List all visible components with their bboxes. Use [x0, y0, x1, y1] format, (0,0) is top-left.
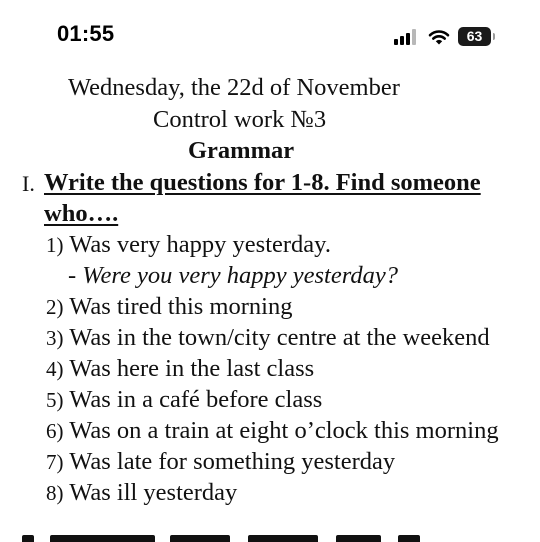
item-text: Was here in the last class	[69, 355, 315, 382]
section-heading: Grammar	[188, 137, 295, 164]
list-item	[46, 231, 331, 259]
task-heading-line2: who….	[44, 200, 119, 227]
item-text: Was tired this morning	[69, 293, 293, 320]
item-number: 5)	[46, 388, 64, 412]
cut-off-next-line	[20, 528, 490, 542]
item-number: 1)	[46, 233, 64, 257]
task-heading-line1: Write the questions for 1-8. Find someone	[44, 169, 481, 196]
item-number: 3)	[46, 326, 64, 350]
list-item	[46, 417, 499, 445]
document-title: Control work №3	[153, 106, 327, 133]
item-text: Was late for something yesterday	[69, 448, 396, 475]
item-text: Was in the town/city centre at the weekend	[69, 324, 490, 351]
list-item	[46, 293, 292, 321]
item-number: 6)	[46, 419, 64, 443]
example-dash: -	[68, 262, 83, 289]
list-item	[46, 479, 237, 507]
item-text: Was on a train at eight o’clock this morning	[69, 417, 499, 444]
item-number: 4)	[46, 357, 64, 381]
item-number: 2)	[46, 295, 64, 319]
example-answer-text: Were you very happy yesterday?	[82, 262, 398, 289]
example-answer	[68, 262, 398, 290]
list-item	[46, 448, 395, 476]
status-time: 01:55	[57, 21, 115, 46]
item-text: Was ill yesterday	[69, 479, 238, 506]
item-number: 8)	[46, 481, 64, 505]
item-text: Was in a café before class	[69, 386, 323, 413]
list-item	[46, 386, 322, 414]
item-text: Was very happy yesterday.	[69, 231, 331, 258]
battery-level: 63	[466, 28, 483, 44]
item-number: 7)	[46, 450, 64, 474]
list-item	[46, 355, 314, 383]
task-number: I.	[22, 171, 35, 196]
list-item	[46, 324, 490, 352]
document-date: Wednesday, the 22d of November	[68, 74, 400, 101]
